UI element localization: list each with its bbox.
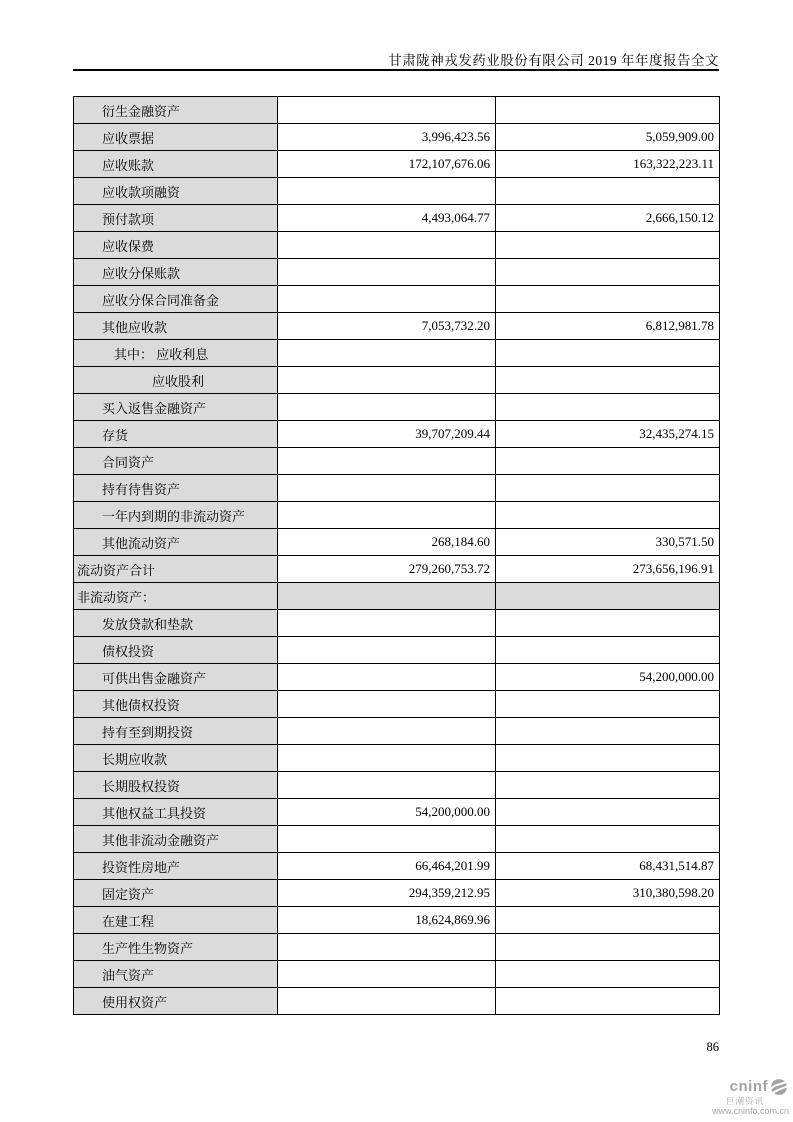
value-period-end: [278, 745, 496, 772]
value-period-end: [278, 367, 496, 394]
value-period-end: 279,260,753.72: [278, 556, 496, 583]
value-period-begin: [496, 610, 720, 637]
row-label: 存货: [74, 421, 278, 448]
row-label: 在建工程: [74, 907, 278, 934]
value-period-end: [278, 637, 496, 664]
value-period-end: [278, 610, 496, 637]
value-period-end: [278, 826, 496, 853]
value-period-end: 4,493,064.77: [278, 205, 496, 232]
value-period-end: [278, 232, 496, 259]
row-label: 其他债权投资: [74, 691, 278, 718]
value-period-begin: [496, 286, 720, 313]
table-row: [74, 772, 720, 799]
row-label: 应收款项融资: [74, 178, 278, 205]
value-period-begin: 5,059,909.00: [496, 124, 720, 151]
table-row: [74, 529, 720, 556]
cninfo-swirl-icon: [769, 1077, 789, 1097]
row-label: 衍生金融资产: [74, 97, 278, 124]
value-period-begin: [496, 367, 720, 394]
cninfo-logo: [697, 1077, 789, 1117]
table-row: [74, 124, 720, 151]
value-period-end: [278, 988, 496, 1015]
row-label: 使用权资产: [74, 988, 278, 1015]
value-period-begin: [496, 502, 720, 529]
table-row: [74, 907, 720, 934]
value-period-begin: [496, 745, 720, 772]
value-period-begin: [496, 772, 720, 799]
row-label: 油气资产: [74, 961, 278, 988]
table-row: [74, 718, 720, 745]
table-row: [74, 826, 720, 853]
value-period-begin: 68,431,514.87: [496, 853, 720, 880]
header-divider: [73, 69, 719, 71]
row-label: 流动资产合计: [74, 556, 278, 583]
row-label: 债权投资: [74, 637, 278, 664]
cninfo-caption: 巨潮资讯: [725, 1096, 764, 1106]
cninfo-url: www.cninfo.com.cn: [711, 1106, 789, 1117]
value-period-end: 268,184.60: [278, 529, 496, 556]
table-row: [74, 232, 720, 259]
row-label: 投资性房地产: [74, 853, 278, 880]
page-number: 86: [706, 1040, 719, 1054]
row-label: 其他流动资产: [74, 529, 278, 556]
row-label: 其他非流动金融资产: [74, 826, 278, 853]
row-label: 生产性生物资产: [74, 934, 278, 961]
value-period-begin: 273,656,196.91: [496, 556, 720, 583]
value-period-begin: 2,666,150.12: [496, 205, 720, 232]
value-period-begin: [496, 394, 720, 421]
value-period-end: 7,053,732.20: [278, 313, 496, 340]
value-period-end: [278, 475, 496, 502]
row-label: 长期应收款: [74, 745, 278, 772]
value-period-end: 3,996,423.56: [278, 124, 496, 151]
value-period-begin: [496, 340, 720, 367]
value-period-end: [278, 718, 496, 745]
value-period-begin: [496, 961, 720, 988]
table-row: [74, 637, 720, 664]
value-period-begin: 310,380,598.20: [496, 880, 720, 907]
value-period-end: 172,107,676.06: [278, 151, 496, 178]
table-row: [74, 448, 720, 475]
value-period-begin: 330,571.50: [496, 529, 720, 556]
value-period-end: 39,707,209.44: [278, 421, 496, 448]
cninfo-brand-text: cninf: [729, 1077, 768, 1095]
row-label: 一年内到期的非流动资产: [74, 502, 278, 529]
value-period-end: 18,624,869.96: [278, 907, 496, 934]
value-period-end: 54,200,000.00: [278, 799, 496, 826]
report-header-title: 甘肃陇神戎发药业股份有限公司 2019 年年度报告全文: [388, 53, 719, 68]
value-period-begin: [496, 907, 720, 934]
value-period-end: 294,359,212.95: [278, 880, 496, 907]
value-period-begin: [496, 934, 720, 961]
row-label: 应收分保账款: [74, 259, 278, 286]
value-period-begin: [496, 97, 720, 124]
row-label: 合同资产: [74, 448, 278, 475]
table-row: [74, 421, 720, 448]
table-row: [74, 880, 720, 907]
table-row: [74, 178, 720, 205]
table-row: [74, 961, 720, 988]
row-label: 持有待售资产: [74, 475, 278, 502]
value-period-end: [278, 934, 496, 961]
value-period-end: [278, 502, 496, 529]
row-label: 应收股利: [74, 367, 278, 394]
row-label: 应收保费: [74, 232, 278, 259]
value-period-end: [278, 97, 496, 124]
cninfo-logo-top: [697, 1077, 789, 1097]
value-period-end: [278, 394, 496, 421]
table-row: [74, 475, 720, 502]
row-label: 其他权益工具投资: [74, 799, 278, 826]
value-period-begin: [496, 799, 720, 826]
row-label: 应收账款: [74, 151, 278, 178]
table-row: [74, 259, 720, 286]
value-period-begin: [496, 718, 720, 745]
value-period-begin: 32,435,274.15: [496, 421, 720, 448]
table-row: [74, 799, 720, 826]
value-period-begin: [496, 637, 720, 664]
row-label: 其中： 应收利息: [74, 340, 278, 367]
row-label: 长期股权投资: [74, 772, 278, 799]
table-row: [74, 394, 720, 421]
value-period-begin: [496, 178, 720, 205]
table-row: [74, 286, 720, 313]
row-label: 可供出售金融资产: [74, 664, 278, 691]
table-row: [74, 205, 720, 232]
value-period-begin: [496, 583, 720, 610]
value-period-end: [278, 691, 496, 718]
value-period-begin: 6,812,981.78: [496, 313, 720, 340]
value-period-begin: 163,322,223.11: [496, 151, 720, 178]
table-row: [74, 745, 720, 772]
value-period-end: [278, 448, 496, 475]
value-period-begin: [496, 448, 720, 475]
value-period-end: [278, 286, 496, 313]
table-row: [74, 610, 720, 637]
table-row: [74, 664, 720, 691]
value-period-begin: 54,200,000.00: [496, 664, 720, 691]
value-period-end: 66,464,201.99: [278, 853, 496, 880]
value-period-begin: [496, 232, 720, 259]
row-label: 其他应收款: [74, 313, 278, 340]
value-period-begin: [496, 988, 720, 1015]
value-period-end: [278, 178, 496, 205]
row-label: 预付款项: [74, 205, 278, 232]
row-label: 发放贷款和垫款: [74, 610, 278, 637]
table-row: [74, 934, 720, 961]
row-label: 买入返售金融资产: [74, 394, 278, 421]
table-row: [74, 691, 720, 718]
value-period-end: [278, 259, 496, 286]
value-period-end: [278, 772, 496, 799]
table-row: [74, 988, 720, 1015]
value-period-begin: [496, 691, 720, 718]
table-row: [74, 853, 720, 880]
balance-sheet-table: [73, 96, 720, 1015]
table-row: [74, 556, 720, 583]
value-period-end: [278, 961, 496, 988]
value-period-end: [278, 664, 496, 691]
row-label: 应收分保合同准备金: [74, 286, 278, 313]
table-row: [74, 97, 720, 124]
row-label: 应收票据: [74, 124, 278, 151]
value-period-begin: [496, 259, 720, 286]
table-row: [74, 313, 720, 340]
row-label: 持有至到期投资: [74, 718, 278, 745]
table-row: [74, 151, 720, 178]
table-row: [74, 502, 720, 529]
row-label: 非流动资产：: [74, 583, 278, 610]
row-label: 固定资产: [74, 880, 278, 907]
value-period-begin: [496, 826, 720, 853]
value-period-end: [278, 340, 496, 367]
table-row: [74, 340, 720, 367]
section-row: [74, 583, 720, 610]
value-period-begin: [496, 475, 720, 502]
table-row: [74, 367, 720, 394]
value-period-end: [278, 583, 496, 610]
